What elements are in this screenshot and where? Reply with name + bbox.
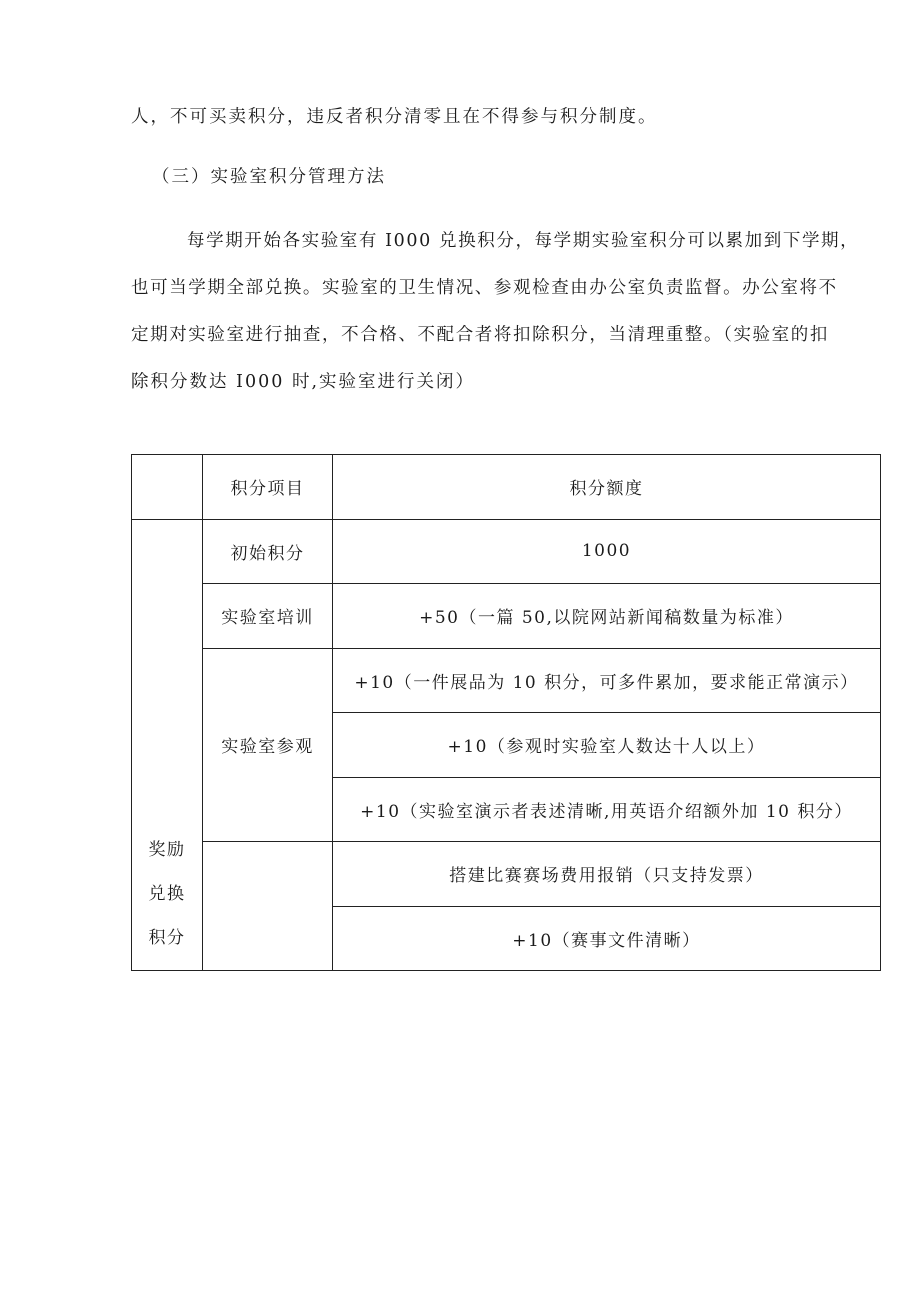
item-cell-competition (203, 842, 333, 971)
group-label-line-3: 积分 (148, 928, 186, 948)
paragraph-line-4: 定期对实验室进行抽查，不合格、不配合者将扣除积分，当清理重整。（实验室的扣 (131, 325, 829, 345)
amount-cell: 1000 (333, 519, 881, 584)
amount-cell: +10（赛事文件清晰） (333, 906, 881, 971)
paragraph-line-3: 也可当学期全部兑换。实验室的卫生情况、参观检查由办公室负责监督。办公室将不 (131, 278, 838, 298)
paragraph-line-5: 除积分数达 I000 时,实验室进行关闭） (131, 372, 476, 392)
paragraph-line-2: 每学期开始各实验室有 I000 兑换积分，每学期实验室积分可以累加到下学期， (187, 231, 860, 251)
item-cell: 初始积分 (203, 519, 333, 584)
table-header-row (132, 455, 881, 520)
header-cell-amount: 积分额度 (333, 455, 881, 520)
table-row (132, 519, 881, 584)
table-row (132, 842, 881, 907)
amount-cell: 搭建比赛赛场费用报销（只支持发票） (333, 842, 881, 907)
section-heading: （三）实验室积分管理方法 (152, 167, 386, 187)
points-table (131, 454, 881, 971)
table-row (132, 648, 881, 713)
item-cell-visit: 实验室参观 (203, 648, 333, 842)
header-cell-item: 积分项目 (203, 455, 333, 520)
amount-cell: +50（一篇 50,以院网站新闻稿数量为标准） (333, 584, 881, 649)
header-cell-blank (132, 455, 203, 520)
table-row (132, 584, 881, 649)
amount-cell: +10（一件展品为 10 积分，可多件累加，要求能正常演示） (333, 648, 881, 713)
group-label-cell (132, 519, 203, 971)
group-label-line-1: 奖励 (148, 840, 186, 860)
group-label-line-2: 兑换 (148, 884, 186, 904)
amount-cell: +10（参观时实验室人数达十人以上） (333, 713, 881, 778)
item-cell: 实验室培训 (203, 584, 333, 649)
paragraph-line-1: 人，不可买卖积分，违反者积分清零且在不得参与积分制度。 (131, 107, 658, 127)
amount-cell: +10（实验室演示者表述清晰,用英语介绍额外加 10 积分） (333, 777, 881, 842)
